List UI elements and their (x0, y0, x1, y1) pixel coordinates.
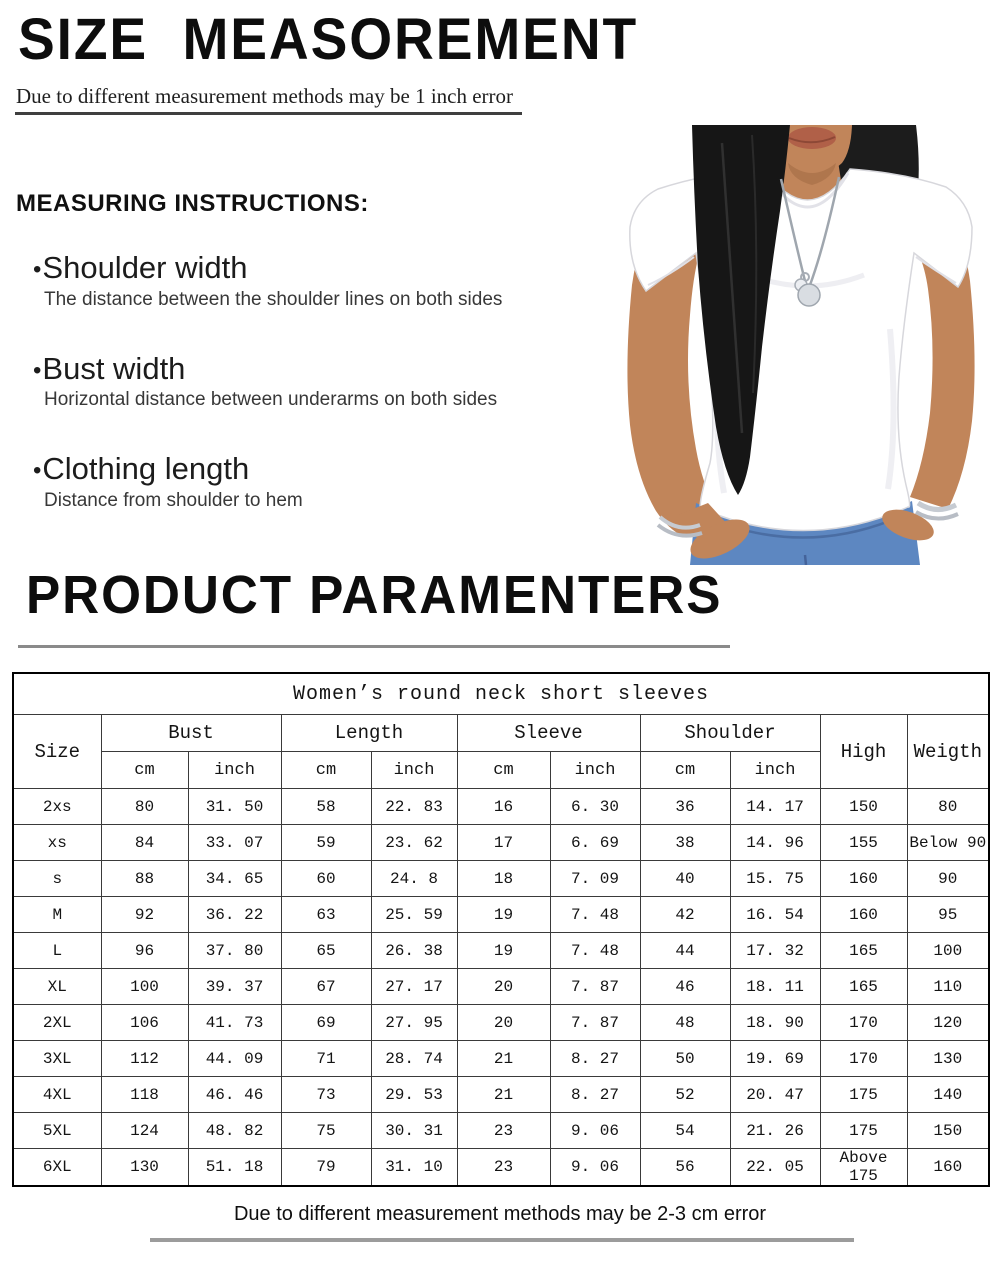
instructions-heading: MEASURING INSTRUCTIONS: (16, 190, 369, 217)
value-cell: 130 (907, 1041, 989, 1077)
model-photo-illustration (600, 125, 1000, 565)
col-header-length: Length (281, 715, 457, 752)
value-cell: 60 (281, 861, 371, 897)
value-cell: 22. 05 (730, 1149, 820, 1187)
value-cell: 26. 38 (371, 933, 457, 969)
table-row (13, 1149, 989, 1187)
value-cell: 110 (907, 969, 989, 1005)
col-header-sleeve: Sleeve (457, 715, 640, 752)
value-cell: 18. 11 (730, 969, 820, 1005)
value-cell: 95 (907, 897, 989, 933)
value-cell: 34. 65 (188, 861, 281, 897)
table-row (13, 1077, 989, 1113)
value-cell: 36 (640, 789, 730, 825)
value-cell: 118 (101, 1077, 188, 1113)
instruction-item-shoulder-width (33, 250, 586, 311)
value-cell: 6. 69 (550, 825, 640, 861)
size-cell: xs (13, 825, 101, 861)
value-cell: 19 (457, 933, 550, 969)
unit-header-inch: inch (188, 752, 281, 789)
unit-header-cm: cm (640, 752, 730, 789)
value-cell: 21 (457, 1041, 550, 1077)
value-cell: 130 (101, 1149, 188, 1187)
value-cell: 96 (101, 933, 188, 969)
value-cell: 112 (101, 1041, 188, 1077)
size-cell: 2XL (13, 1005, 101, 1041)
value-cell: 140 (907, 1077, 989, 1113)
value-cell: 40 (640, 861, 730, 897)
value-cell: 21. 26 (730, 1113, 820, 1149)
value-cell: Below 90 (907, 825, 989, 861)
instruction-desc: Horizontal distance between underarms on both sides (44, 389, 498, 411)
value-cell: 18 (457, 861, 550, 897)
value-cell: 92 (101, 897, 188, 933)
instruction-term (33, 351, 586, 387)
value-cell: 20 (457, 969, 550, 1005)
table-row (13, 789, 989, 825)
value-cell: 51. 18 (188, 1149, 281, 1187)
value-cell: 19. 69 (730, 1041, 820, 1077)
value-cell: 44. 09 (188, 1041, 281, 1077)
value-cell: 150 (820, 789, 907, 825)
bullet-icon: • (33, 356, 42, 384)
col-header-shoulder: Shoulder (640, 715, 820, 752)
value-cell: 39. 37 (188, 969, 281, 1005)
value-cell: 37. 80 (188, 933, 281, 969)
unit-header-cm: cm (101, 752, 188, 789)
value-cell: 65 (281, 933, 371, 969)
table-row (13, 969, 989, 1005)
value-cell: 17. 32 (730, 933, 820, 969)
col-header-bust: Bust (101, 715, 281, 752)
value-cell: 20 (457, 1005, 550, 1041)
value-cell: 100 (101, 969, 188, 1005)
value-cell: 7. 09 (550, 861, 640, 897)
value-cell: 50 (640, 1041, 730, 1077)
instruction-item-bust-width (33, 351, 586, 412)
instruction-item-clothing-length (33, 451, 586, 512)
instruction-desc: Distance from shoulder to hem (44, 489, 303, 511)
page-subtitle: Due to different measurement methods may be 1 inch error (16, 84, 514, 108)
value-cell: 79 (281, 1149, 371, 1187)
value-cell: 21 (457, 1077, 550, 1113)
unit-header-cm: cm (457, 752, 550, 789)
size-table-body (13, 789, 989, 1187)
unit-header-inch: inch (730, 752, 820, 789)
table-row (13, 825, 989, 861)
table-row (13, 1041, 989, 1077)
value-cell: 19 (457, 897, 550, 933)
value-cell: 46 (640, 969, 730, 1005)
value-cell: 58 (281, 789, 371, 825)
value-cell: 84 (101, 825, 188, 861)
value-cell: 7. 48 (550, 897, 640, 933)
value-cell: 170 (820, 1005, 907, 1041)
size-cell: 2xs (13, 789, 101, 825)
value-cell: 54 (640, 1113, 730, 1149)
value-cell: 38 (640, 825, 730, 861)
col-header-weight: Weigth (907, 715, 989, 789)
value-cell: 25. 59 (371, 897, 457, 933)
value-cell: 165 (820, 933, 907, 969)
value-cell: 160 (907, 1149, 989, 1187)
size-cell: s (13, 861, 101, 897)
size-cell: L (13, 933, 101, 969)
value-cell: 120 (907, 1005, 989, 1041)
value-cell: 27. 95 (371, 1005, 457, 1041)
table-row (13, 861, 989, 897)
value-cell: 160 (820, 861, 907, 897)
size-cell: M (13, 897, 101, 933)
model-photo (600, 125, 1000, 565)
value-cell: 6. 30 (550, 789, 640, 825)
value-cell: 22. 83 (371, 789, 457, 825)
value-cell: 9. 06 (550, 1113, 640, 1149)
col-header-size: Size (13, 715, 101, 789)
value-cell: 44 (640, 933, 730, 969)
value-cell: 88 (101, 861, 188, 897)
value-cell: 106 (101, 1005, 188, 1041)
value-cell: 16 (457, 789, 550, 825)
instruction-term-label: Bust width (42, 350, 186, 386)
page-title: SIZE MEASOREMENT (18, 7, 639, 72)
value-cell: 7. 87 (550, 1005, 640, 1041)
value-cell: 36. 22 (188, 897, 281, 933)
header-divider (15, 112, 522, 115)
value-cell: 14. 96 (730, 825, 820, 861)
value-cell: 56 (640, 1149, 730, 1187)
value-cell: 46. 46 (188, 1077, 281, 1113)
value-cell: 80 (907, 789, 989, 825)
value-cell: 71 (281, 1041, 371, 1077)
value-cell: 155 (820, 825, 907, 861)
value-cell: 175 (820, 1077, 907, 1113)
size-cell: 3XL (13, 1041, 101, 1077)
table-caption: Women’s round neck short sleeves (13, 673, 989, 715)
value-cell: 17 (457, 825, 550, 861)
value-cell: 75 (281, 1113, 371, 1149)
value-cell: 31. 10 (371, 1149, 457, 1187)
value-cell: 175 (820, 1113, 907, 1149)
size-cell: XL (13, 969, 101, 1005)
value-cell: 170 (820, 1041, 907, 1077)
col-header-high: High (820, 715, 907, 789)
value-cell: 7. 48 (550, 933, 640, 969)
lips (788, 127, 836, 149)
value-cell: 15. 75 (730, 861, 820, 897)
value-cell: 33. 07 (188, 825, 281, 861)
instruction-term-label: Clothing length (42, 451, 250, 487)
value-cell: 29. 53 (371, 1077, 457, 1113)
unit-header-inch: inch (371, 752, 457, 789)
section-title-product-parameters: PRODUCT PARAMENTERS (26, 565, 723, 625)
value-cell: Above 175 (820, 1149, 907, 1187)
value-cell: 9. 06 (550, 1149, 640, 1187)
value-cell: 30. 31 (371, 1113, 457, 1149)
value-cell: 165 (820, 969, 907, 1005)
measuring-instructions-section (16, 190, 586, 552)
size-cell: 5XL (13, 1113, 101, 1149)
value-cell: 23. 62 (371, 825, 457, 861)
unit-header-cm: cm (281, 752, 371, 789)
size-cell: 4XL (13, 1077, 101, 1113)
footer-note: Due to different measurement methods may be 2-3 cm error (233, 1203, 767, 1225)
value-cell: 80 (101, 789, 188, 825)
value-cell: 73 (281, 1077, 371, 1113)
bullet-icon: • (33, 256, 42, 284)
size-table (12, 672, 990, 1187)
pendant (798, 284, 820, 306)
footer-divider (150, 1238, 854, 1242)
value-cell: 28. 74 (371, 1041, 457, 1077)
value-cell: 20. 47 (730, 1077, 820, 1113)
value-cell: 16. 54 (730, 897, 820, 933)
section-divider (18, 645, 730, 648)
value-cell: 52 (640, 1077, 730, 1113)
value-cell: 90 (907, 861, 989, 897)
value-cell: 24. 8 (371, 861, 457, 897)
instruction-desc: The distance between the shoulder lines on both sides (44, 288, 503, 310)
value-cell: 100 (907, 933, 989, 969)
value-cell: 160 (820, 897, 907, 933)
value-cell: 63 (281, 897, 371, 933)
instruction-term (33, 250, 586, 286)
value-cell: 124 (101, 1113, 188, 1149)
value-cell: 42 (640, 897, 730, 933)
value-cell: 23 (457, 1149, 550, 1187)
value-cell: 31. 50 (188, 789, 281, 825)
table-row (13, 1113, 989, 1149)
table-caption-row (13, 673, 989, 715)
value-cell: 48 (640, 1005, 730, 1041)
value-cell: 27. 17 (371, 969, 457, 1005)
value-cell: 150 (907, 1113, 989, 1149)
value-cell: 48. 82 (188, 1113, 281, 1149)
bullet-icon: • (33, 457, 42, 485)
value-cell: 18. 90 (730, 1005, 820, 1041)
value-cell: 7. 87 (550, 969, 640, 1005)
table-row (13, 933, 989, 969)
value-cell: 67 (281, 969, 371, 1005)
value-cell: 8. 27 (550, 1041, 640, 1077)
size-cell: 6XL (13, 1149, 101, 1187)
value-cell: 59 (281, 825, 371, 861)
unit-header-inch: inch (550, 752, 640, 789)
instruction-term (33, 451, 586, 487)
value-cell: 41. 73 (188, 1005, 281, 1041)
value-cell: 8. 27 (550, 1077, 640, 1113)
value-cell: 14. 17 (730, 789, 820, 825)
table-header-row (13, 715, 989, 752)
value-cell: 69 (281, 1005, 371, 1041)
value-cell: 23 (457, 1113, 550, 1149)
table-row (13, 1005, 989, 1041)
instruction-term-label: Shoulder width (42, 250, 248, 285)
table-row (13, 897, 989, 933)
